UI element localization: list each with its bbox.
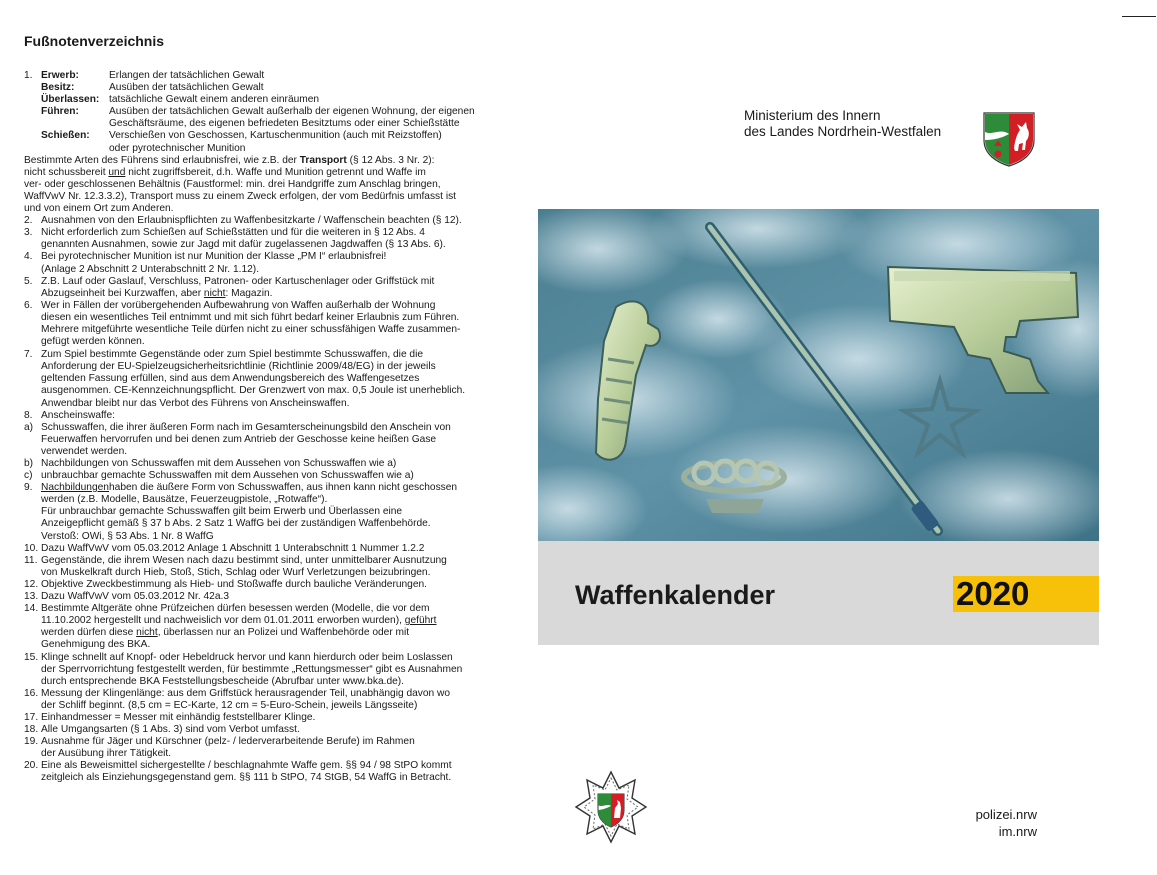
- link-im-nrw: im.nrw: [998, 824, 1037, 839]
- footnote-11: 11. Gegenstände, die ihrem Wesen nach dazu bestimmt sind, unter unmittelbarer Ausnutzung von Muskelkraft durch Hieb, Stoß, Stich, Schlag oder Wurf Verletzungen beizubringen.: [24, 554, 447, 578]
- footnote-8a: a) Schusswaffen, die ihrer äußeren Form nach im Gesamterscheinungsbild den Anschein von Feuerwaffen hervorrufen und bei denen zum Antrieb der Geschosse keine heißen Gase verwendet werden.: [24, 421, 451, 457]
- footnote-4: 4. Bei pyrotechnischer Munition ist nur Munition der Klasse „PM I“ erlaubnisfrei! (Anlage 2 Abschnitt 2 Unterabschnitt 2 Nr. 1.12).: [24, 251, 387, 275]
- police-star-icon: [574, 770, 648, 844]
- footnotes-title: Fußnotenverzeichnis: [24, 33, 165, 49]
- definition-row: Führen: Ausüben der tatsächlichen Gewalt außerhalb der eigenen Wohnung, der eigenen: [41, 106, 475, 118]
- calendar-title: Waffenkalender: [575, 580, 776, 610]
- nrw-coat-of-arms-icon: [980, 110, 1038, 168]
- top-right-rule: [1122, 16, 1156, 17]
- ministry-name: Ministerium des Innern des Landes Nordrhein-Westfalen: [744, 108, 942, 139]
- footnote-10: 10. Dazu WaffVwV vom 05.03.2012 Anlage 1 Abschnitt 1 Unterabschnitt 1 Nummer 1.2.2: [24, 542, 425, 554]
- footnote-18: 18. Alle Umgangsarten (§ 1 Abs. 3) sind vom Verbot umfasst.: [24, 724, 300, 736]
- footnote-5: 5. Z.B. Lauf oder Gaslauf, Verschluss, Patronen- oder Kartuschenlager oder Griffstück mit Abzugseinheit bei Kurzwaffen, aber nicht: Magazin.: [24, 275, 435, 299]
- footnote-9: 9. Nachbildungen haben die äußere Form von Schusswaffen, aus ihnen kann nicht geschossen werden (z.B. Modelle, Bausätze, Feuerzeugpistole, „Rotwaffe“). Für unbrauchbar gemachte Schusswaffen gilt beim Erwerb und Überlassen eine Anzeigepflicht gemäß § 37 b Abs. 2 Satz 1 WaffG bei der zuständigen Waffenbehörde. Verstoß: OWi, § 53 Abs. 1 Nr. 8 WaffG: [24, 482, 458, 542]
- title-band: [538, 541, 1099, 645]
- footnote-2: 2. Ausnahmen von den Erlaubnispflichten zu Waffenbesitzkarte / Waffenschein beachten (§ 12).: [24, 215, 462, 227]
- footnote-8c: c) unbrauchbar gemachte Schusswaffen mit dem Aussehen von Schusswaffen wie a): [24, 470, 414, 482]
- year-badge: [953, 576, 1099, 612]
- definition-row: Schießen: Verschießen von Geschossen, Kartuschenmunition (auch mit Reizstoffen): [41, 130, 442, 142]
- footnote-15: 15. Klinge schnellt auf Knopf- oder Hebeldruck hervor und kann hierdurch oder beim Loslassen der Sperrvorrichtung festgestellt werden, für bestimmte „Rettungsmesser“ gibt es Ausnahmen durch entsprechende BKA Feststellungsbescheide (Abrufbar unter www.bka.de).: [24, 651, 463, 687]
- footnote-page: [24, 33, 510, 785]
- footnote-7: 7. Zum Spiel bestimmte Gegenstände oder zum Spiel bestimmte Schusswaffen, die die Anforderung der EU-Spielzeugsicherheitsrichtlinie (Richtlinie 2009/48/EG) in der jeweils geltenden Fassung erfüllen, sind aus dem Anwendungsbereich des Waffengesetzes ausgenommen. CE-Kennzeichnungspflicht. Der Grenzwert von max. 0,5 Joule ist unerheblich. Anwendbar bleibt nur das Verbot des Führens von Anscheinswaffen.: [24, 349, 466, 409]
- definition-row: 1. Erwerb: Erlangen der tatsächlichen Gewalt: [24, 70, 265, 81]
- web-addresses: [940, 806, 1037, 840]
- footnote-14: 14. Bestimmte Altgeräte ohne Prüfzeichen dürfen besessen werden (Modelle, die vor dem 11.10.2002 hergestellt und nachweislich vor dem 01.01.2011 erworben wurden), geführt werden dürfen diese nicht, überlassen nur an Polizei und Waffenbehörde oder mit Genehmigung des BKA.: [24, 603, 437, 651]
- calendar-year: 2020: [956, 575, 1030, 612]
- footnote-6: 6. Wer in Fällen der vorübergehenden Aufbewahrung von Waffen außerhalb der Wohnung diesen ein wesentliches Teil entnimmt und mit sich führt bedarf keiner Erlaubnis zum Führen. Mehrere mitgeführte wesentliche Teile dürfen nicht zu einer schussfähigen Waffe zusammen- gefügt werden können.: [24, 299, 461, 348]
- footnote-20: 20. Eine als Beweismittel sichergestellte / beschlagnahmte Waffe gem. §§ 94 / 98 StPO kommt zeitgleich als Einziehungsgegenstand gem. §§ 111 b StPO, 74 StGB, 54 WaffG in Betracht.: [24, 760, 452, 784]
- link-polizei-nrw: polizei.nrw: [975, 807, 1037, 822]
- footnote-3: 3. Nicht erforderlich zum Schießen auf Schießstätten und für die weiteren in § 12 Abs. 4 genannten Ausnahmen, sowie zur Jagd mit dafür zugelassenen Jagdwaffen (§ 13 Abs. 6).: [24, 227, 446, 251]
- definition-row: Geschäftsräume, des eigenen befriedeten Besitztums oder einer Schießstätte: [109, 118, 460, 130]
- footnote-13: 13. Dazu WaffVwV vom 05.03.2012 Nr. 42a.3: [24, 591, 230, 603]
- footnotes-body: [24, 70, 510, 785]
- transport-paragraph: Bestimmte Arten des Führens sind erlaubnisfrei, wie z.B. der Transport (§ 12 Abs. 3 Nr. 2): nicht schussbereit und nicht zugriffsbereit, d.h. Waffe und Munition getrennt und Waffe im ver- oder geschlossenen Behältnis (Faustformel: min. drei Handgriffe zum Anschlag bringen, WaffVwV Nr. 12.3.3.2), Transport muss zu einem Zweck erfolgen, der vom Bedürfnis umfasst ist und von einem Ort zum Anderen.: [24, 154, 457, 215]
- weapons-photo: [538, 209, 1099, 541]
- definition-row: Besitz: Ausüben der tatsächlichen Gewalt: [41, 82, 264, 94]
- footnote-16: 16. Messung der Klingenlänge: aus dem Griffstück herausragender Teil, unabhängig davon wo der Schliff beginnt. (8,5 cm = EC-Karte, 12 cm = 5-Euro-Schein, jeweils Längsseite): [24, 687, 451, 711]
- footnote-12: 12. Objektive Zweckbestimmung als Hieb- und Stoßwaffe durch bauliche Veränderungen.: [24, 578, 428, 590]
- footnote-19: 19. Ausnahme für Jäger und Kürschner (pelz- / lederverarbeitende Berufe) im Rahmen der Ausübung ihrer Tätigkeit.: [24, 736, 415, 760]
- footnote-8: 8. Anscheinswaffe:: [24, 409, 115, 421]
- footnote-8b: b) Nachbildungen von Schusswaffen mit dem Aussehen von Schusswaffen wie a): [24, 458, 397, 469]
- definition-row: oder pyrotechnischer Munition: [109, 142, 246, 154]
- footnote-17: 17. Einhandmesser = Messer mit einhändig feststellbarer Klinge.: [24, 711, 316, 723]
- definition-row: Überlassen: tatsächliche Gewalt einem anderen einräumen: [41, 94, 320, 106]
